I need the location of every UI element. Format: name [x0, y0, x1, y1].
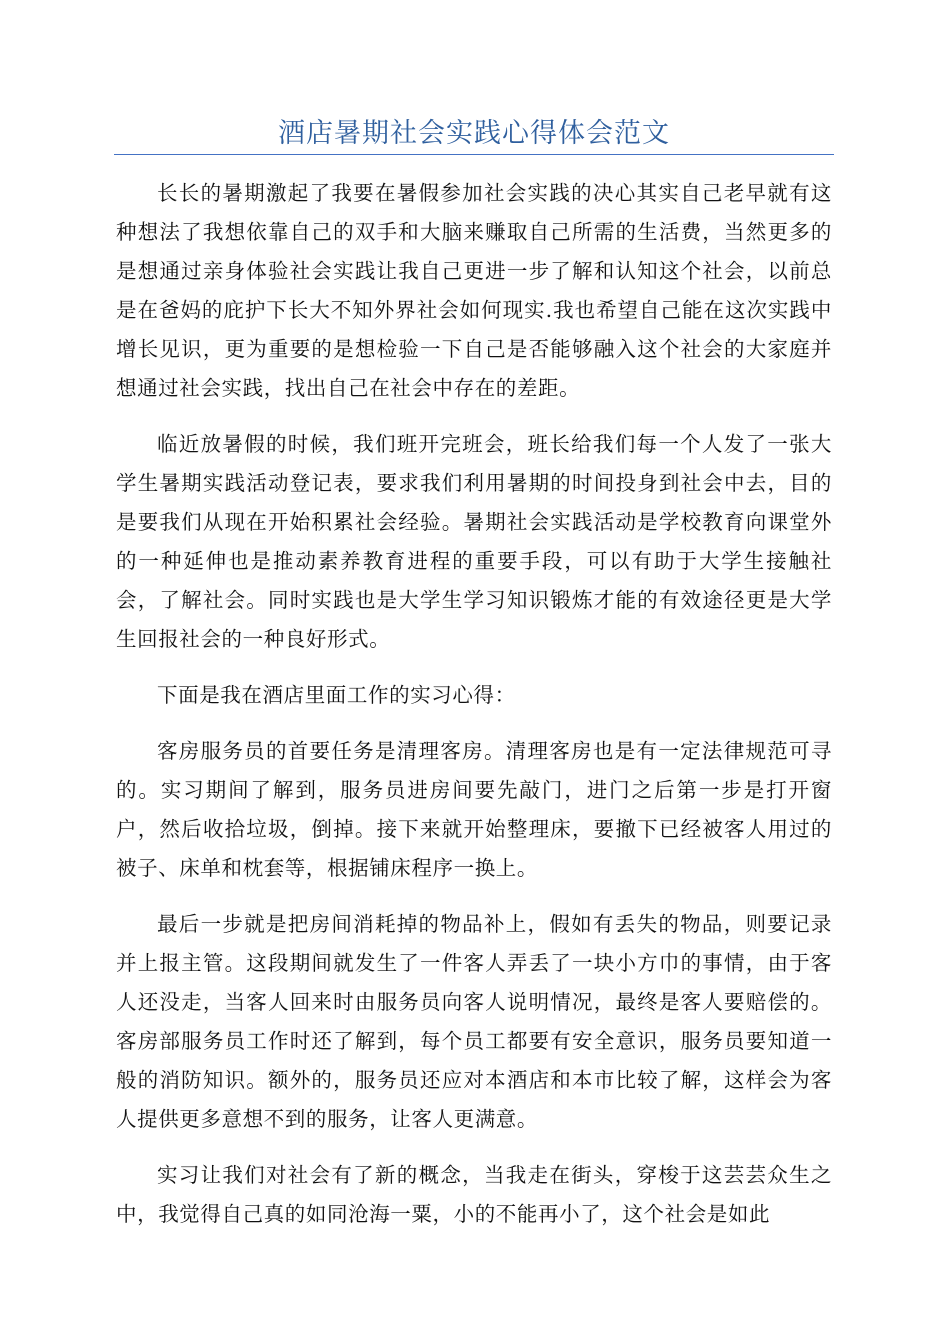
paragraph: 临近放暑假的时候，我们班开完班会，班长给我们每一个人发了一张大学生暑期实践活动登记表，要求我们利用暑期的时间投身到社会中去，目的是要我们从现在开始积累社会经验。暑期社会实践活动是学校教育向课堂外的一种延伸也是推动素养教育进程的重要手段，可以有助于大学生接触社会，了解社会。同时实践也是大学生学习知识锻炼才能的有效途径更是大学生回报社会的一种良好形式。 — [116, 432, 832, 651]
document-title: 酒店暑期社会实践心得体会范文 — [278, 118, 670, 149]
paragraph: 实习让我们对社会有了新的概念，当我走在街头，穿梭于这芸芸众生之中，我觉得自己真的如同沧海一粟，小的不能再小了，这个社会是如此 — [116, 1163, 832, 1226]
paragraph: 客房服务员的首要任务是清理客房。清理客房也是有一定法律规范可寻的。实习期间了解到，服务员进房间要先敲门，进门之后第一步是打开窗户，然后收拾垃圾，倒掉。接下来就开始整理床，要撤下已经被客人用过的被子、床单和枕套等，根据铺床程序一换上。 — [116, 739, 832, 880]
paragraph: 最后一步就是把房间消耗掉的物品补上，假如有丢失的物品，则要记录并上报主管。这段期间就发生了一件客人弄丢了一块小方巾的事情，由于客人还没走，当客人回来时由服务员向客人说明情况，最终是客人要赔偿的。客房部服务员工作时还了解到，每个员工都要有安全意识，服务员要知道一般的消防知识。额外的，服务员还应对本酒店和本市比较了解，这样会为客人提供更多意想不到的服务，让客人更满意。 — [116, 912, 832, 1131]
paragraph: 长长的暑期激起了我要在暑假参加社会实践的决心其实自己老早就有这种想法了我想依靠自己的双手和大脑来赚取自己所需的生活费，当然更多的是想通过亲身体验社会实践让我自己更进一步了解和认知这个社会，以前总是在爸妈的庇护下长大不知外界社会如何现实.我也希望自己能在这次实践中增长见识，更为重要的是想检验一下自己是否能够融入这个社会的大家庭并想通过社会实践，找出自己在社会中存在的差距。 — [116, 181, 832, 400]
paragraph: 下面是我在酒店里面工作的实习心得： — [157, 683, 516, 707]
document-body — [116, 174, 832, 1251]
title-underline — [114, 154, 834, 155]
